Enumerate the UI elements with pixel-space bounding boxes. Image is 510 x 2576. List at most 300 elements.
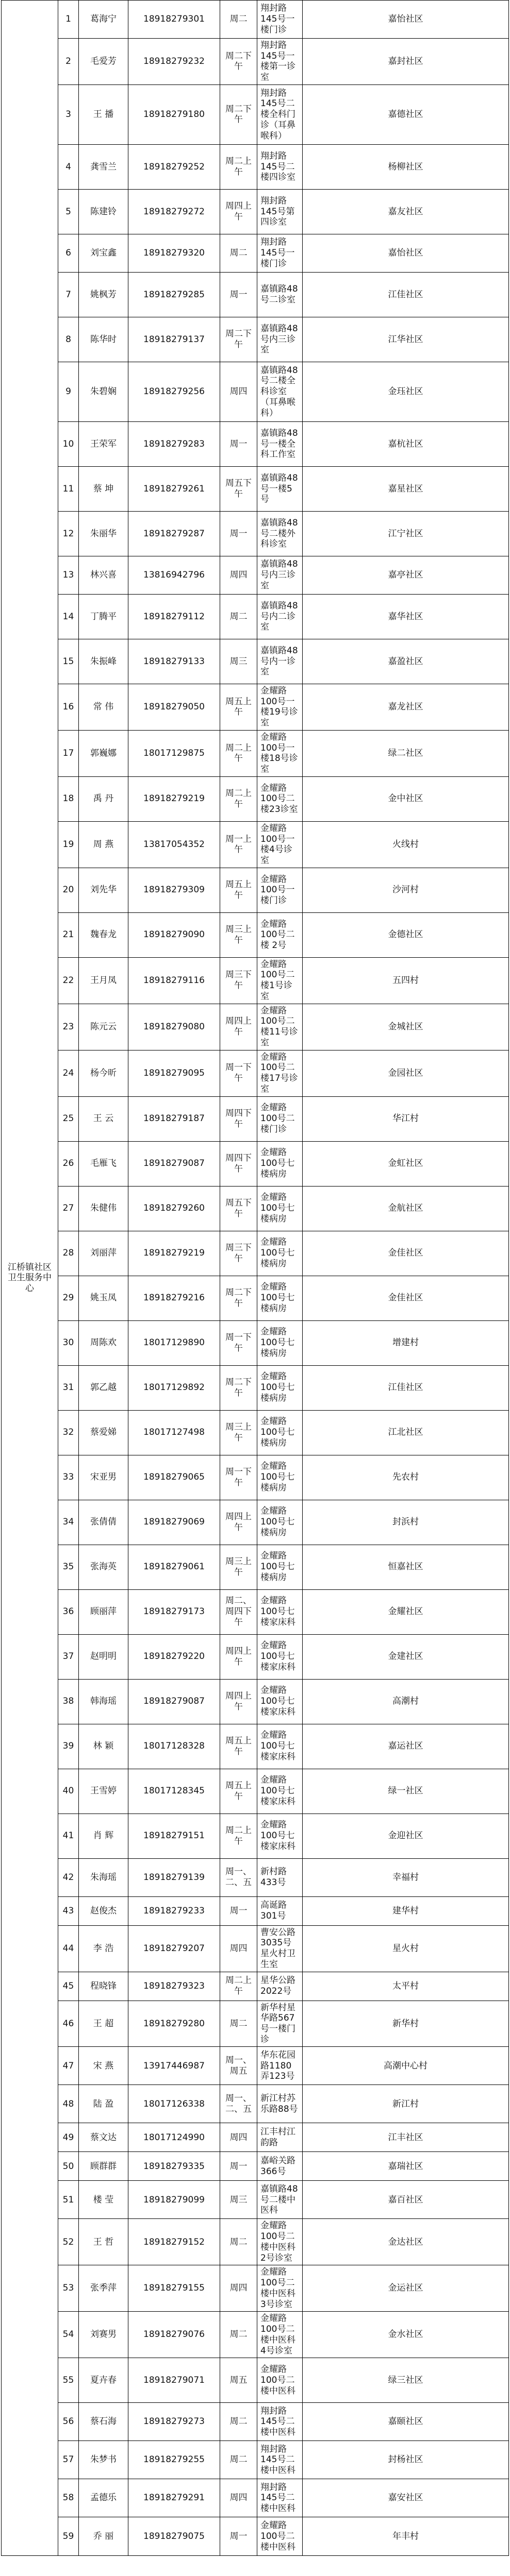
- row-number: 15: [58, 639, 79, 684]
- visit-time: 周二上午: [220, 1972, 257, 2001]
- visit-time: 周一、周五: [220, 2047, 257, 2085]
- table-row: [2, 2219, 509, 2265]
- visit-time: 周四上午: [220, 1634, 257, 1679]
- visit-location: 金耀路100号一楼门诊: [257, 868, 303, 912]
- phone-number: 18918279187: [128, 1096, 220, 1141]
- table-row: [2, 776, 509, 821]
- doctor-name: 王 哲: [79, 2219, 128, 2265]
- visit-time: 周一下午: [220, 1050, 257, 1096]
- visit-location: 翔封路145号二楼全科门诊（耳鼻喉科）: [257, 84, 303, 144]
- doctor-name: 蔡石海: [79, 2403, 128, 2441]
- doctor-name: 林 颖: [79, 1724, 128, 1769]
- service-area: 增建村: [303, 1320, 509, 1365]
- visit-time: 周一: [220, 1896, 257, 1925]
- doctor-name: 张倩倩: [79, 1500, 128, 1545]
- phone-number: 18918279261: [128, 466, 220, 511]
- doctor-name: 常 伟: [79, 684, 128, 730]
- doctor-name: 陈建铃: [79, 189, 128, 234]
- row-number: 2: [58, 39, 79, 85]
- row-number: 21: [58, 912, 79, 957]
- doctor-name: 杨今昕: [79, 1050, 128, 1096]
- visit-time: 周四上午: [220, 1500, 257, 1545]
- service-area: 恒嘉社区: [303, 1545, 509, 1589]
- phone-number: 18918279260: [128, 1186, 220, 1231]
- phone-number: 18918279219: [128, 1231, 220, 1276]
- doctor-name: 肖 辉: [79, 1814, 128, 1858]
- doctor-name: 韩海瑶: [79, 1679, 128, 1724]
- row-number: 36: [58, 1589, 79, 1634]
- doctor-name: 孟德乐: [79, 2479, 128, 2517]
- doctor-name: 顾丽萍: [79, 1589, 128, 1634]
- visit-location: 金耀路100号二楼 2号: [257, 912, 303, 957]
- service-area: 新江村: [303, 2085, 509, 2123]
- row-number: 42: [58, 1858, 79, 1896]
- visit-location: 金耀路100号二楼23诊室: [257, 776, 303, 821]
- phone-number: 18918279069: [128, 1500, 220, 1545]
- service-area: 嘉怡社区: [303, 234, 509, 272]
- table-row: [2, 2123, 509, 2152]
- row-number: 43: [58, 1896, 79, 1925]
- visit-time: 周二: [220, 2403, 257, 2441]
- table-row: [2, 1972, 509, 2001]
- phone-number: 18918279137: [128, 317, 220, 362]
- phone-number: 18017128328: [128, 1724, 220, 1769]
- visit-location: 新村路433号: [257, 1858, 303, 1896]
- doctor-name: 刘丽萍: [79, 1231, 128, 1276]
- row-number: 55: [58, 2358, 79, 2403]
- table-row: [2, 2047, 509, 2085]
- visit-location: 翔封路145号一楼门诊: [257, 234, 303, 272]
- row-number: 39: [58, 1724, 79, 1769]
- row-number: 50: [58, 2152, 79, 2181]
- visit-location: 嘉镇路48号内一诊室: [257, 639, 303, 684]
- table-row: [2, 1365, 509, 1410]
- doctor-name: 顾群群: [79, 2152, 128, 2181]
- service-area: 江佳社区: [303, 1365, 509, 1410]
- visit-location: 新江村苏乐路88号: [257, 2085, 303, 2123]
- doctor-name: 赵俊杰: [79, 1896, 128, 1925]
- visit-time: 周四: [220, 556, 257, 594]
- service-area: 金虹社区: [303, 1141, 509, 1186]
- phone-number: 18918279256: [128, 362, 220, 421]
- row-number: 53: [58, 2265, 79, 2312]
- service-area: 新华村: [303, 2001, 509, 2047]
- doctor-name: 王月凤: [79, 957, 128, 1004]
- phone-number: 18918279335: [128, 2152, 220, 2181]
- service-area: 嘉杭社区: [303, 421, 509, 466]
- service-area: 金水社区: [303, 2312, 509, 2358]
- table-row: [2, 144, 509, 189]
- service-area: 金中社区: [303, 776, 509, 821]
- service-area: 嘉华社区: [303, 594, 509, 639]
- visit-time: 周四上午: [220, 1004, 257, 1050]
- doctor-name: 陈华时: [79, 317, 128, 362]
- table-row: [2, 272, 509, 317]
- visit-location: 江丰村江韵路: [257, 2123, 303, 2152]
- row-number: 31: [58, 1365, 79, 1410]
- table-row: [2, 2441, 509, 2479]
- table-row: [2, 1186, 509, 1231]
- row-number: 37: [58, 1634, 79, 1679]
- phone-number: 18918279301: [128, 1, 220, 39]
- visit-time: 周五上午: [220, 1769, 257, 1814]
- visit-location: 金耀路100号七楼家床科: [257, 1814, 303, 1858]
- visit-location: 嘉镇路48号二楼外科诊室: [257, 511, 303, 556]
- service-area: 嘉瑞社区: [303, 2152, 509, 2181]
- service-area: 嘉星社区: [303, 466, 509, 511]
- doctor-name: 姚玉凤: [79, 1276, 128, 1320]
- visit-time: 周三下午: [220, 957, 257, 1004]
- doctor-name: 蔡 坤: [79, 466, 128, 511]
- doctor-name: 王雪婷: [79, 1769, 128, 1814]
- visit-time: 周四: [220, 1925, 257, 1972]
- service-area: 金佳社区: [303, 1231, 509, 1276]
- phone-number: 18918279232: [128, 39, 220, 85]
- service-area: 太平村: [303, 1972, 509, 2001]
- row-number: 33: [58, 1455, 79, 1500]
- service-area: 杨柳社区: [303, 144, 509, 189]
- row-number: 47: [58, 2047, 79, 2085]
- row-number: 32: [58, 1410, 79, 1455]
- doctor-name: 蔡爱娣: [79, 1410, 128, 1455]
- visit-location: 金耀路100号七楼家床科: [257, 1634, 303, 1679]
- row-number: 57: [58, 2441, 79, 2479]
- row-number: 20: [58, 868, 79, 912]
- row-number: 14: [58, 594, 79, 639]
- doctor-name: 朱梦书: [79, 2441, 128, 2479]
- doctor-name: 楼 莹: [79, 2181, 128, 2219]
- phone-number: 18918279087: [128, 1679, 220, 1724]
- row-number: 17: [58, 730, 79, 776]
- doctor-name: 龚雪兰: [79, 144, 128, 189]
- phone-number: 18918279291: [128, 2479, 220, 2517]
- visit-location: 金耀路100号七楼家床科: [257, 1679, 303, 1724]
- doctor-name: 刘赛男: [79, 2312, 128, 2358]
- phone-number: 18918279280: [128, 2001, 220, 2047]
- service-area: 嘉亭社区: [303, 556, 509, 594]
- row-number: 28: [58, 1231, 79, 1276]
- visit-location: 金耀路100号二楼中医科4号诊室: [257, 2312, 303, 2358]
- doctor-name: 刘宝鑫: [79, 234, 128, 272]
- table-row: [2, 1634, 509, 1679]
- table-row: [2, 957, 509, 1004]
- row-number: 22: [58, 957, 79, 1004]
- table-row: [2, 2085, 509, 2123]
- table-row: [2, 1500, 509, 1545]
- visit-location: 嘉镇路48号二楼中医科: [257, 2181, 303, 2219]
- visit-location: 华东花园路1180弄123号: [257, 2047, 303, 2085]
- phone-number: 18918279151: [128, 1814, 220, 1858]
- table-row: [2, 1896, 509, 1925]
- service-area: 金建社区: [303, 1634, 509, 1679]
- visit-time: 周五上午: [220, 1724, 257, 1769]
- phone-number: 18017129875: [128, 730, 220, 776]
- doctor-name: 朱海瑶: [79, 1858, 128, 1896]
- visit-time: 周二下午: [220, 84, 257, 144]
- phone-number: 18918279233: [128, 1896, 220, 1925]
- visit-time: 周一: [220, 2517, 257, 2556]
- phone-number: 18017124990: [128, 2123, 220, 2152]
- service-area: 金运社区: [303, 2265, 509, 2312]
- service-area: 金园社区: [303, 1050, 509, 1096]
- service-area: 封浜村: [303, 1500, 509, 1545]
- phone-number: 18918279273: [128, 2403, 220, 2441]
- table-row: [2, 821, 509, 868]
- visit-time: 周四: [220, 362, 257, 421]
- service-area: 五四村: [303, 957, 509, 1004]
- phone-number: 18918279285: [128, 272, 220, 317]
- service-area: 年丰村: [303, 2517, 509, 2556]
- table-row: [2, 362, 509, 421]
- visit-time: 周二: [220, 594, 257, 639]
- doctor-name: 郭巍娜: [79, 730, 128, 776]
- visit-location: 金耀路100号七楼病房: [257, 1186, 303, 1231]
- phone-number: 18918279323: [128, 1972, 220, 2001]
- table-row: [2, 2517, 509, 2556]
- phone-number: 18918279272: [128, 189, 220, 234]
- service-area: 嘉颐社区: [303, 2403, 509, 2441]
- visit-location: 金耀路100号二楼中医科2号诊室: [257, 2219, 303, 2265]
- row-number: 12: [58, 511, 79, 556]
- visit-time: 周二上午: [220, 776, 257, 821]
- visit-time: 周一上午: [220, 821, 257, 868]
- doctor-name: 毛爱芳: [79, 39, 128, 85]
- table-row: [2, 594, 509, 639]
- phone-number: 18918279152: [128, 2219, 220, 2265]
- phone-number: 18918279050: [128, 684, 220, 730]
- service-area: 绿二社区: [303, 730, 509, 776]
- doctor-name: 王 播: [79, 84, 128, 144]
- service-area: 金佳社区: [303, 1276, 509, 1320]
- doctor-name: 宋亚男: [79, 1455, 128, 1500]
- row-number: 29: [58, 1276, 79, 1320]
- table-row: [2, 2181, 509, 2219]
- row-number: 11: [58, 466, 79, 511]
- doctor-name: 王荣军: [79, 421, 128, 466]
- row-number: 6: [58, 234, 79, 272]
- row-number: 26: [58, 1141, 79, 1186]
- table-row: [2, 639, 509, 684]
- service-area: 绿三社区: [303, 2358, 509, 2403]
- visit-location: 翔封路145号二楼中医科: [257, 2479, 303, 2517]
- doctor-name: 赵明明: [79, 1634, 128, 1679]
- phone-number: 18918279155: [128, 2265, 220, 2312]
- visit-time: 周一: [220, 511, 257, 556]
- service-area: 火线村: [303, 821, 509, 868]
- visit-time: 周三上午: [220, 912, 257, 957]
- visit-time: 周二下午: [220, 39, 257, 85]
- table-row: [2, 1589, 509, 1634]
- table-row: [2, 234, 509, 272]
- table-row: [2, 684, 509, 730]
- schedule-body: [2, 1, 509, 2556]
- visit-time: 周三: [220, 639, 257, 684]
- phone-number: 18017129890: [128, 1320, 220, 1365]
- row-number: 52: [58, 2219, 79, 2265]
- service-area: 嘉德社区: [303, 84, 509, 144]
- doctor-name: 禹 丹: [79, 776, 128, 821]
- visit-location: 金耀路100号二楼17号诊室: [257, 1050, 303, 1096]
- doctor-name: 周 燕: [79, 821, 128, 868]
- service-area: 幸福村: [303, 1858, 509, 1896]
- row-number: 3: [58, 84, 79, 144]
- service-area: 金德社区: [303, 912, 509, 957]
- service-area: 金城社区: [303, 1004, 509, 1050]
- visit-location: 金耀路100号二楼门诊: [257, 1096, 303, 1141]
- table-row: [2, 317, 509, 362]
- table-row: [2, 421, 509, 466]
- doctor-name: 夏卉春: [79, 2358, 128, 2403]
- phone-number: 13816942796: [128, 556, 220, 594]
- phone-number: 18918279207: [128, 1925, 220, 1972]
- phone-number: 18918279219: [128, 776, 220, 821]
- phone-number: 13817054352: [128, 821, 220, 868]
- table-row: [2, 1679, 509, 1724]
- service-area: 金航社区: [303, 1186, 509, 1231]
- visit-location: 翔封路145号一楼第一诊室: [257, 39, 303, 85]
- visit-time: 周二: [220, 2441, 257, 2479]
- table-row: [2, 912, 509, 957]
- visit-time: 周四上午: [220, 1679, 257, 1724]
- visit-time: 周四下午: [220, 1141, 257, 1186]
- row-number: 10: [58, 421, 79, 466]
- visit-time: 周二下午: [220, 317, 257, 362]
- row-number: 41: [58, 1814, 79, 1858]
- service-area: 江宁社区: [303, 511, 509, 556]
- visit-time: 周三上午: [220, 1410, 257, 1455]
- visit-location: 金耀路100号七楼家床科: [257, 1589, 303, 1634]
- table-row: [2, 2152, 509, 2181]
- service-area: 沙河村: [303, 868, 509, 912]
- doctor-name: 周陈欢: [79, 1320, 128, 1365]
- phone-number: 18918279061: [128, 1545, 220, 1589]
- row-number: 1: [58, 1, 79, 39]
- table-row: [2, 1925, 509, 1972]
- visit-location: 翔封路145号二楼四诊室: [257, 144, 303, 189]
- service-area: 金珏社区: [303, 362, 509, 421]
- table-row: [2, 868, 509, 912]
- visit-time: 周一下午: [220, 1320, 257, 1365]
- table-row: [2, 1410, 509, 1455]
- table-row: [2, 556, 509, 594]
- table-row: [2, 1724, 509, 1769]
- visit-time: 周四: [220, 2479, 257, 2517]
- phone-number: 18017127498: [128, 1410, 220, 1455]
- row-number: 5: [58, 189, 79, 234]
- table-row: [2, 2265, 509, 2312]
- service-area: 嘉封社区: [303, 39, 509, 85]
- visit-location: 金耀路100号七楼家床科: [257, 1769, 303, 1814]
- visit-location: 嘉镇路48号二诊室: [257, 272, 303, 317]
- visit-location: 金耀路100号七楼家床科: [257, 1724, 303, 1769]
- table-row: [2, 730, 509, 776]
- visit-location: 新华村星华路567号一楼门诊: [257, 2001, 303, 2047]
- visit-time: 周二: [220, 234, 257, 272]
- visit-location: 星华公路2022号: [257, 1972, 303, 2001]
- service-area: 先农村: [303, 1455, 509, 1500]
- table-row: [2, 2001, 509, 2047]
- visit-location: 嘉镇路48号一楼全科工作室: [257, 421, 303, 466]
- table-row: [2, 2479, 509, 2517]
- visit-location: 金耀路100号七楼病房: [257, 1141, 303, 1186]
- visit-time: 周一: [220, 2152, 257, 2181]
- visit-location: 金耀路100号七楼病房: [257, 1365, 303, 1410]
- service-area: 嘉安社区: [303, 2479, 509, 2517]
- phone-number: 18017128345: [128, 1769, 220, 1814]
- service-area: 华江村: [303, 1096, 509, 1141]
- service-area: 金达社区: [303, 2219, 509, 2265]
- visit-location: 金耀路100号二楼11号诊室: [257, 1004, 303, 1050]
- row-number: 49: [58, 2123, 79, 2152]
- phone-number: 18918279087: [128, 1141, 220, 1186]
- visit-time: 周四: [220, 2265, 257, 2312]
- visit-location: 翔封路145号第四诊室: [257, 189, 303, 234]
- phone-number: 18918279180: [128, 84, 220, 144]
- phone-number: 18918279220: [128, 1634, 220, 1679]
- visit-time: 周四: [220, 2123, 257, 2152]
- doctor-name: 毛雁飞: [79, 1141, 128, 1186]
- doctor-name: 朱碧娴: [79, 362, 128, 421]
- visit-location: 嘉镇路48号内三诊室: [257, 556, 303, 594]
- phone-number: 18017126338: [128, 2085, 220, 2123]
- visit-location: 金耀路100号七楼病房: [257, 1545, 303, 1589]
- row-number: 9: [58, 362, 79, 421]
- visit-location: 金耀路100号二楼1号诊室: [257, 957, 303, 1004]
- table-row: [2, 1141, 509, 1186]
- visit-location: 嘉峪关路366号: [257, 2152, 303, 2181]
- service-area: 星火村: [303, 1925, 509, 1972]
- visit-location: 嘉镇路48号一楼5号: [257, 466, 303, 511]
- phone-number: 18918279076: [128, 2312, 220, 2358]
- row-number: 35: [58, 1545, 79, 1589]
- table-row: [2, 466, 509, 511]
- service-area: 建华村: [303, 1896, 509, 1925]
- phone-number: 18918279090: [128, 912, 220, 957]
- table-row: [2, 1320, 509, 1365]
- table-row: [2, 2403, 509, 2441]
- visit-time: 周二: [220, 2001, 257, 2047]
- service-area: 高潮村: [303, 1679, 509, 1724]
- service-area: 江北社区: [303, 1410, 509, 1455]
- table-row: [2, 1096, 509, 1141]
- visit-location: 金耀路100号七楼病房: [257, 1231, 303, 1276]
- phone-number: 18017129892: [128, 1365, 220, 1410]
- row-number: 38: [58, 1679, 79, 1724]
- row-number: 25: [58, 1096, 79, 1141]
- phone-number: 18918279133: [128, 639, 220, 684]
- table-row: [2, 39, 509, 85]
- doctor-name: 魏春龙: [79, 912, 128, 957]
- phone-number: 18918279112: [128, 594, 220, 639]
- row-number: 54: [58, 2312, 79, 2358]
- visit-location: 金耀路100号七楼病房: [257, 1410, 303, 1455]
- row-number: 27: [58, 1186, 79, 1231]
- visit-location: 高诞路301号: [257, 1896, 303, 1925]
- visit-time: 周二: [220, 2312, 257, 2358]
- row-number: 51: [58, 2181, 79, 2219]
- service-area: 江佳社区: [303, 272, 509, 317]
- visit-location: 翔封路145号二楼中医科: [257, 2441, 303, 2479]
- doctor-name: 刘先华: [79, 868, 128, 912]
- row-number: 40: [58, 1769, 79, 1814]
- phone-number: 18918279255: [128, 2441, 220, 2479]
- visit-time: 周二: [220, 1, 257, 39]
- visit-time: 周五上午: [220, 684, 257, 730]
- table-row: [2, 1455, 509, 1500]
- visit-location: 金耀路100号一楼19号诊室: [257, 684, 303, 730]
- doctor-name: 王 云: [79, 1096, 128, 1141]
- visit-time: 周二下午: [220, 1365, 257, 1410]
